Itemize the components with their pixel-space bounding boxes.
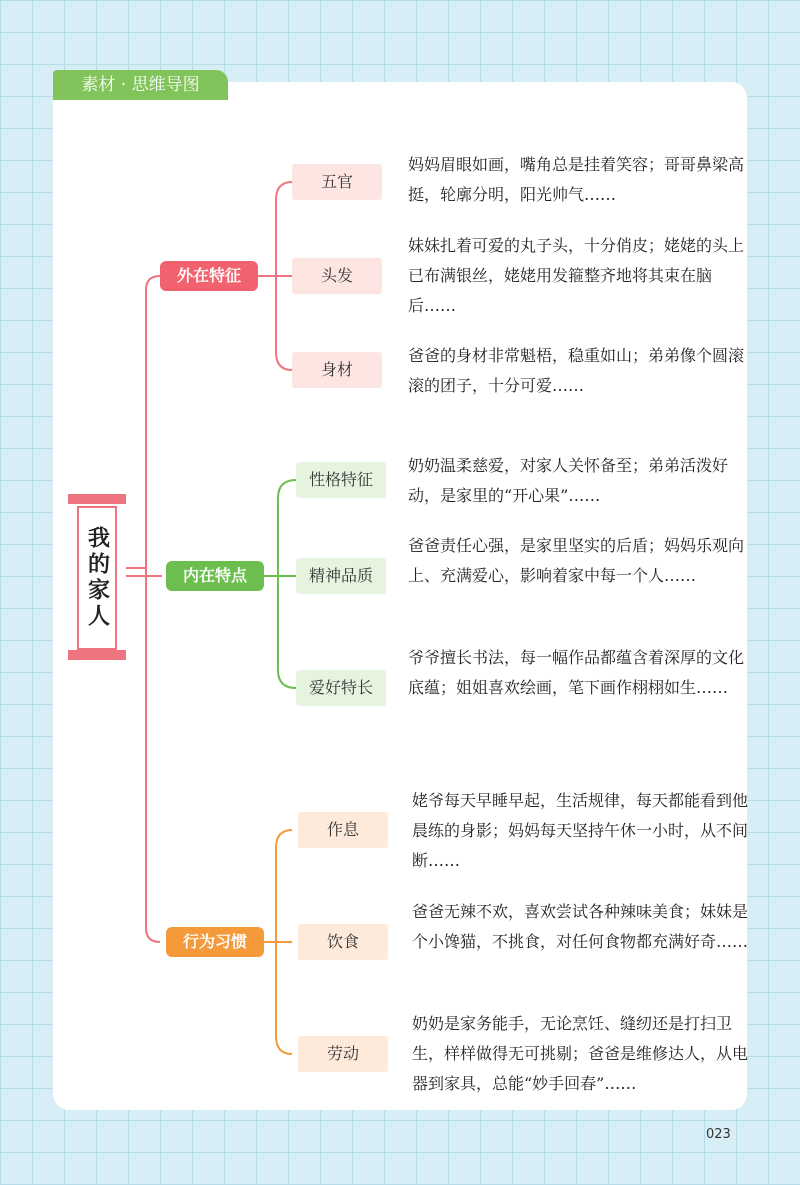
- root-node: [68, 494, 126, 660]
- root-box: [77, 506, 117, 650]
- node-diet: 饮食: [298, 924, 388, 960]
- desc-facial-features: 妈妈眉眼如画，嘴角总是挂着笑容；哥哥鼻梁高挺，轮廓分明，阳光帅气……: [408, 155, 745, 204]
- branch-behavior-habits: 行为习惯: [166, 927, 264, 957]
- node-chores: 劳动: [298, 1036, 388, 1072]
- desc-diet: 爸爸无辣不欢，喜欢尝试各种辣味美食；妹妹是个小馋猫，不挑食，对任何食物都充满好奇……: [412, 902, 749, 951]
- connector-appearance-subs: [258, 182, 292, 370]
- connector-appearance: [126, 276, 160, 568]
- connector-behavior: [146, 568, 160, 942]
- root-bottom-bar: [68, 650, 126, 660]
- connector-behavior-subs: [263, 830, 292, 1054]
- desc-personality: 奶奶温柔慈爱，对家人关怀备至；弟弟活泼好动，是家里的“开心果”……: [408, 456, 729, 505]
- node-character: 精神品质: [296, 558, 386, 594]
- node-routine: 作息: [298, 812, 388, 848]
- section-tag: 素材 · 思维导图: [53, 70, 228, 100]
- root-top-bar: [68, 494, 126, 504]
- node-facial-features: 五官: [292, 164, 382, 200]
- desc-character: 爸爸责任心强，是家里坚实的后盾；妈妈乐观向上、充满爱心，影响着家中每一个人……: [408, 536, 745, 585]
- root-label: 我的家人: [84, 526, 110, 630]
- branch-inner-traits: 内在特点: [166, 561, 264, 591]
- desc-chores: 奶奶是家务能手，无论烹饪、缝纫还是打扫卫生，样样做得无可挑剔；爸爸是维修达人，从电器到家具，总能“妙手回春”……: [412, 1014, 749, 1093]
- node-hair: 头发: [292, 258, 382, 294]
- branch-appearance: 外在特征: [160, 261, 258, 291]
- desc-hair: 妹妹扎着可爱的丸子头，十分俏皮；姥姥的头上已布满银丝，姥姥用发箍整齐地将其束在脑后……: [408, 236, 745, 315]
- desc-routine: 姥爷每天早睡早起，生活规律，每天都能看到他晨练的身影；妈妈每天坚持午休一小时，从不间断……: [412, 791, 749, 870]
- node-figure: 身材: [292, 352, 382, 388]
- page-number: 023: [706, 1127, 731, 1142]
- connector-inner-subs: [263, 480, 296, 688]
- node-personality: 性格特征: [296, 462, 386, 498]
- desc-hobbies: 爷爷擅长书法，每一幅作品都蕴含着深厚的文化底蕴；姐姐喜欢绘画，笔下画作栩栩如生……: [408, 648, 745, 697]
- node-hobbies: 爱好特长: [296, 670, 386, 706]
- desc-figure: 爸爸的身材非常魁梧，稳重如山；弟弟像个圆滚滚的团子，十分可爱……: [408, 346, 745, 395]
